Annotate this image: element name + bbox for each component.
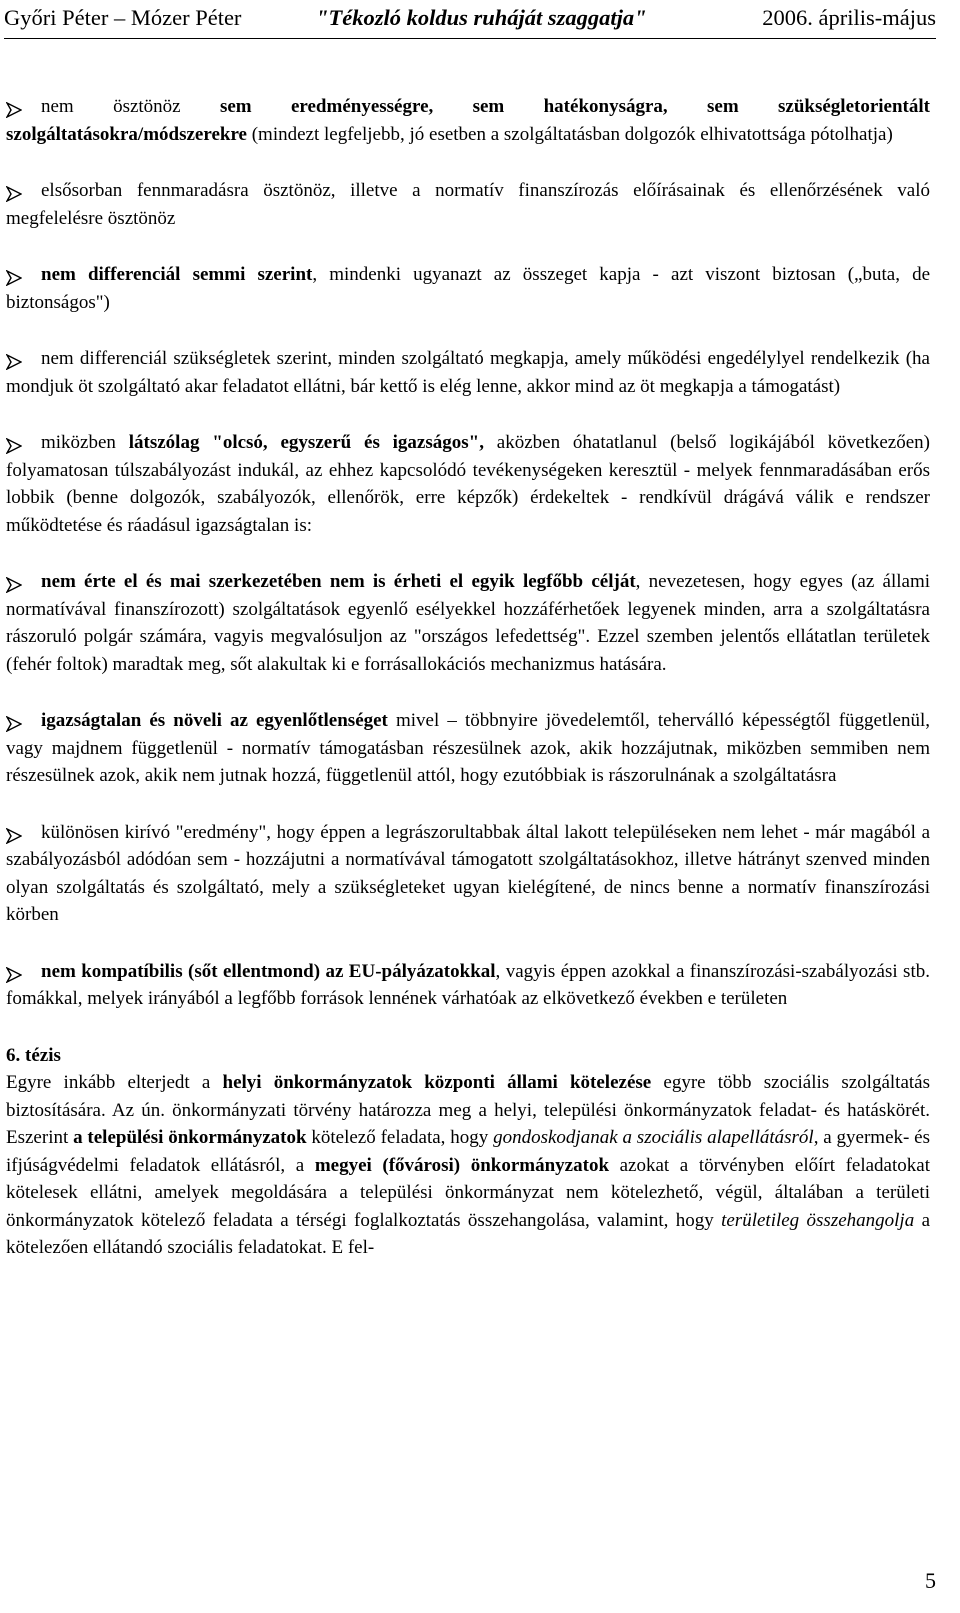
bullet-item xyxy=(6,261,930,316)
bullet-item xyxy=(6,707,930,790)
text-segment: nem differenciál szükségletek szerint, minden szolgáltató megkapja, amely működési engedélylyel rendelkezik (ha mondjuk öt szolgáltató akar feladatot ellátni, bár kettő is elég lenne, akkor mind az öt megkapja a támogatást) xyxy=(6,348,930,397)
header-date: 2006. április-május xyxy=(762,5,936,30)
bullet-list xyxy=(6,93,930,1013)
text-segment: miközben xyxy=(41,432,129,453)
text-segment: egyre több szociális szolgáltatás biztosítására. Az ún. önkormányzati törvény határozza meg a helyi, települési önkormányzatok feladat- és hatáskörét. Eszerint xyxy=(6,1072,930,1148)
text-segment: , nevezetesen, hogy egyes (az állami normatívával finanszírozott) szolgáltatások egyenlő esélyekkel hozzáférhetőek legyenek minden, arra a szolgáltatásra rászoruló polgár számára, vagyis megvalósuljon az "országos lefedettség". Ezzel szemben jelentős ellátatlan területek (fehér foltok) maradtak meg, sőt alakultak ki e forrásallokációs mechanizmus hatására. xyxy=(6,571,930,675)
arrow-bullet-icon xyxy=(6,99,22,115)
arrow-bullet-icon xyxy=(6,435,22,451)
text-segment: , a gyermek- és ifjúságvédelmi feladatok ellátásról, a xyxy=(6,1127,931,1176)
text-segment: , vagyis éppen azokkal a finanszírozási-szabályozási stb. fomákkal, melyek irányából a legfőbb források lennének várhatóak az elkövetkező években e területen xyxy=(6,960,930,1009)
bullet-item xyxy=(6,958,930,1013)
arrow-bullet-icon xyxy=(6,183,22,199)
page-header xyxy=(4,4,936,39)
arrow-bullet-icon xyxy=(6,267,22,283)
text-segment: megyei (fővárosi) önkormányzatok xyxy=(314,1154,610,1176)
text-segment: látszólag "olcsó, egyszerű és igazságos", xyxy=(128,432,484,453)
arrow-bullet-icon xyxy=(6,713,22,729)
text-segment: mivel – többnyire jövedelemtől, teherválló képességtől függetlenül, vagy majdnem függetlenül - normatív támogatásban részesülnek azok, akik hozzájutnak, miközben semmiben nem részesülnek azok, akik nem jutnak hozzá, függetlenül attól, hogy ezutóbbiak is rászorulnának a szolgáltatásra xyxy=(6,710,930,786)
arrow-bullet-icon xyxy=(6,351,22,367)
arrow-bullet-icon xyxy=(6,574,22,590)
text-segment: azokat a törvényben előírt feladatokat kötelesek ellátni, amelyek megoldására a települési önkormányzat nem kötelezhető, végül, általában a területi önkormányzatok kötelező feladata a térségi foglalkoztatás összehangolása, valamint, hogy xyxy=(6,1154,930,1231)
arrow-bullet-icon xyxy=(6,825,22,841)
bullet-item xyxy=(6,568,930,678)
bullet-item xyxy=(6,177,930,232)
text-segment: helyi önkormányzatok központi állami kötelezése xyxy=(222,1072,652,1093)
text-segment: elsősorban fennmaradásra ösztönöz, illetve a normatív finanszírozás előírásainak és ellenőrzésének való megfelelésre ösztönöz xyxy=(6,180,930,229)
text-segment: a települési önkormányzatok xyxy=(73,1127,307,1148)
text-segment: gondoskodjanak a szociális alapellátásról xyxy=(493,1127,814,1148)
text-segment: területileg összehangolja xyxy=(721,1209,915,1231)
text-segment: igazságtalan és növeli az egyenlőtlenséget xyxy=(41,710,388,731)
text-segment: Egyre inkább elterjedt a xyxy=(6,1072,223,1093)
text-segment: aközben óhatatlanul (belső logikájából következően) folyamatosan túlszabályozást indukál, az ehhez kapcsolódó tevékenységeken keresztül - melyek fennmaradásában erős lobbik (benne dolgozók, szabályozók, ellenőrök, erre képzők) érdekeltek - rendkívül drágává válik e rendszer működtetése és ráadásul igazságtalan is: xyxy=(6,432,930,536)
text-segment: nem differenciál semmi szerint xyxy=(41,264,313,285)
text-segment: , mindenki ugyanazt az összeget kapja - azt viszont biztosan („buta, de biztonságos") xyxy=(6,264,930,313)
text-segment: nem érte el és mai szerkezetében nem is érheti el egyik legfőbb célját xyxy=(41,571,636,592)
header-authors: Győri Péter – Mózer Péter xyxy=(4,5,242,30)
thesis-paragraph xyxy=(6,1069,930,1262)
document-body xyxy=(6,93,930,1262)
arrow-bullet-icon xyxy=(6,964,22,980)
text-segment: a kötelezően ellátandó szociális feladatokat. E fel- xyxy=(6,1209,931,1258)
text-segment: kötelező feladata, hogy xyxy=(306,1127,494,1148)
header-title: "Tékozló koldus ruháját szaggatja" xyxy=(316,5,647,30)
bullet-item xyxy=(6,819,930,929)
text-segment: nem ösztönöz xyxy=(41,96,220,117)
text-segment: (mindezt legfeljebb, jó esetben a szolgáltatásban dolgozók elhivatottsága pótolhatja) xyxy=(246,123,893,145)
bullet-item xyxy=(6,345,930,400)
text-segment: nem kompatíbilis (sőt ellentmond) az EU-pályázatokkal xyxy=(41,960,496,982)
page-number: 5 xyxy=(925,1568,936,1593)
bullet-item xyxy=(6,429,930,539)
thesis-title: 6. tézis xyxy=(6,1044,61,1066)
bullet-item xyxy=(6,93,930,148)
text-segment: sem eredményességre, sem hatékonyságra, sem szükségletorientált szolgáltatásokra/módszerekre xyxy=(6,96,930,145)
text-segment: különösen kirívó "eredmény", hogy éppen a legrászorultabbak által lakott településeken nem lehet - már magából a szabályozásból adódóan sem - hozzájutni a normatívával támogatott szolgáltatásokhoz, illetve hátrányt szenved minden olyan szolgáltatás és szolgáltató, mely a szükségleteket ugyan kielégítené, de nincs benne a normatív finanszírozási körben xyxy=(6,821,930,925)
